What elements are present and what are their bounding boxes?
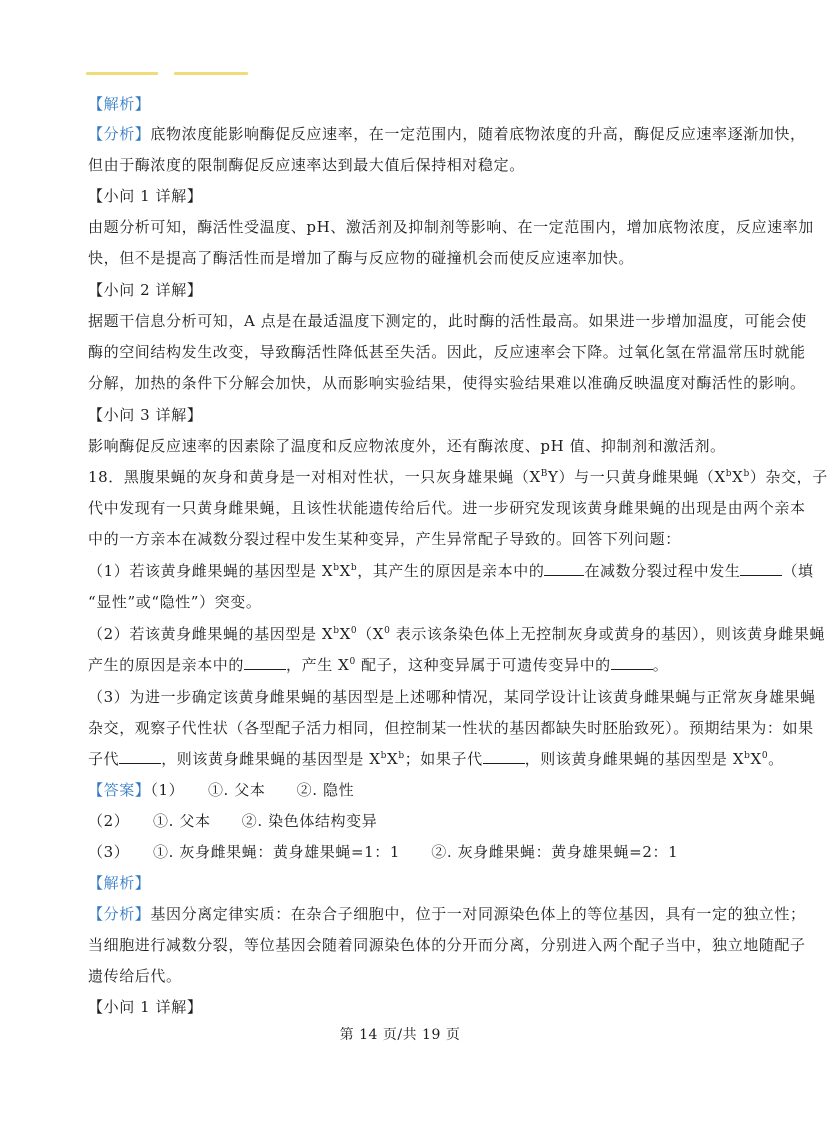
question-18-part-3: 杂交，观察子代性状（各型配子活力相同，但控制某一性状的基因都缺失时胚胎致死）。预期结果为：如果 [88,719,814,737]
question-18-line: 代中发现有一只黄身雌果蝇，且该性状能遗传给后代。进一步研究发现该黄身雌果蝇的出现是由两个亲本 [88,499,806,517]
jiexi-heading: 【解析】 [88,95,151,113]
answer-line: （3） ①. 灰身雌果蝇：黄身雄果蝇=1：1 ②. 灰身雌果蝇：黄身雄果蝇=2：1 [88,843,679,861]
question-18-part-3: 子代 ，则该黄身雌果蝇的基因型是 $X^bX^b$；如果子代 ，则该黄身雌果蝇的基因型是 $X^bX^0$。 [88,750,784,768]
question-18-line: 中的一方亲本在减数分裂过程中发生某种变异，产生异常配子导致的。回答下列问题： [88,530,681,548]
paragraph-line: 据题干信息分析可知，A 点是在最适温度下测定的，此时酶的活性最高。如果进一步增加温度，可能会使 [88,312,807,330]
paragraph-line: 影响酶促反应速率的因素除了温度和反应物浓度外，还有酶浓度、pH 值、抑制剂和激活剂。 [88,437,726,455]
subquestion-1-heading: 【小问 1 详解】 [88,187,203,205]
subquestion-2-heading: 【小问 2 详解】 [88,281,203,299]
analysis-line: 【分析】底物浓度能影响酶促反应速率，在一定范围内，随着底物浓度的升高，酶促反应速率逐渐加快， [88,125,806,143]
answer-blank[interactable] [119,749,161,764]
paragraph-line: 酶的空间结构发生改变，导致酶活性降低甚至失活。因此，反应速率会下降。过氧化氢在常温常压时就能 [88,343,806,361]
analysis-label: 【分析】 [88,905,151,923]
answer-line: 【答案】（1） ①. 父本 ②. 隐性 [88,781,355,799]
jiexi-heading: 【解析】 [88,874,151,892]
analysis-line: 但由于酶浓度的限制酶促反应速率达到最大值后保持相对稳定。 [88,156,525,174]
analysis-line: 遗传给后代。 [88,967,182,985]
paragraph-line: 分解，加热的条件下分解会加快，从而影响实验结果，使得实验结果难以准确反映温度对酶活性的影响。 [88,374,806,392]
analysis-line: 当细胞进行减数分裂，等位基因会随着同源染色体的分开而分离，分别进入两个配子当中，独立地随配子 [88,936,806,954]
question-18-line: 18．黑腹果蝇的灰身和黄身是一对相对性状，一只灰身雄果蝇$(X^BY)$与一只黄身雌果蝇$(X^bX^b)$杂交，子 [88,468,828,486]
subquestion-1-heading: 【小问 1 详解】 [88,998,203,1016]
answer-blank[interactable] [244,655,286,670]
paragraph-line: 由题分析可知，酶活性受温度、pH、激活剂及抑制剂等影响、在一定范围内，增加底物浓度，反应速率加 [88,218,814,236]
subquestion-3-heading: 【小问 3 详解】 [88,406,203,424]
page-number: 第 14 页/共 19 页 [339,1027,461,1043]
question-18-part-2: 产生的原因是亲本中的 ，产生 $X^0$ 配子，这种变异属于可遗传变异中的 。 [88,656,669,674]
answer-line: （2） ①. 父本 ②. 染色体结构变异 [88,812,378,830]
answer-label: 【答案】 [88,781,151,799]
answer-blank[interactable] [544,561,584,576]
answer-blank[interactable] [483,749,525,764]
header-mark [174,72,248,75]
question-18-part-1: “显性”或“隐性”）突变。 [88,593,262,611]
question-18-part-1: （1）若该黄身雌果蝇的基因型是 $X^bX^b$，其产生的原因是亲本中的 在减数分裂过程中发生 （填 [88,562,814,580]
analysis-label: 【分析】 [88,125,151,143]
answer-blank[interactable] [611,655,653,670]
paragraph-line: 快，但不是提高了酶活性而是增加了酶与反应物的碰撞机会而使反应速率加快。 [88,249,635,267]
question-18-part-3: （3）为进一步确定该黄身雌果蝇的基因型是上述哪种情况，某同学设计让该黄身雌果蝇与正常灰身雄果蝇 [88,688,816,706]
analysis-line: 【分析】基因分离定律实质：在杂合子细胞中，位于一对同源染色体上的等位基因，具有一定的独立性； [88,905,806,923]
question-18-part-2: （2）若该黄身雌果蝇的基因型是 $X^bX^0(X^0$ 表示该条染色体上无控制灰身或黄身的基因），则该黄身雌果蝇 [88,625,826,643]
header-mark [86,72,158,75]
answer-blank[interactable] [740,561,782,576]
